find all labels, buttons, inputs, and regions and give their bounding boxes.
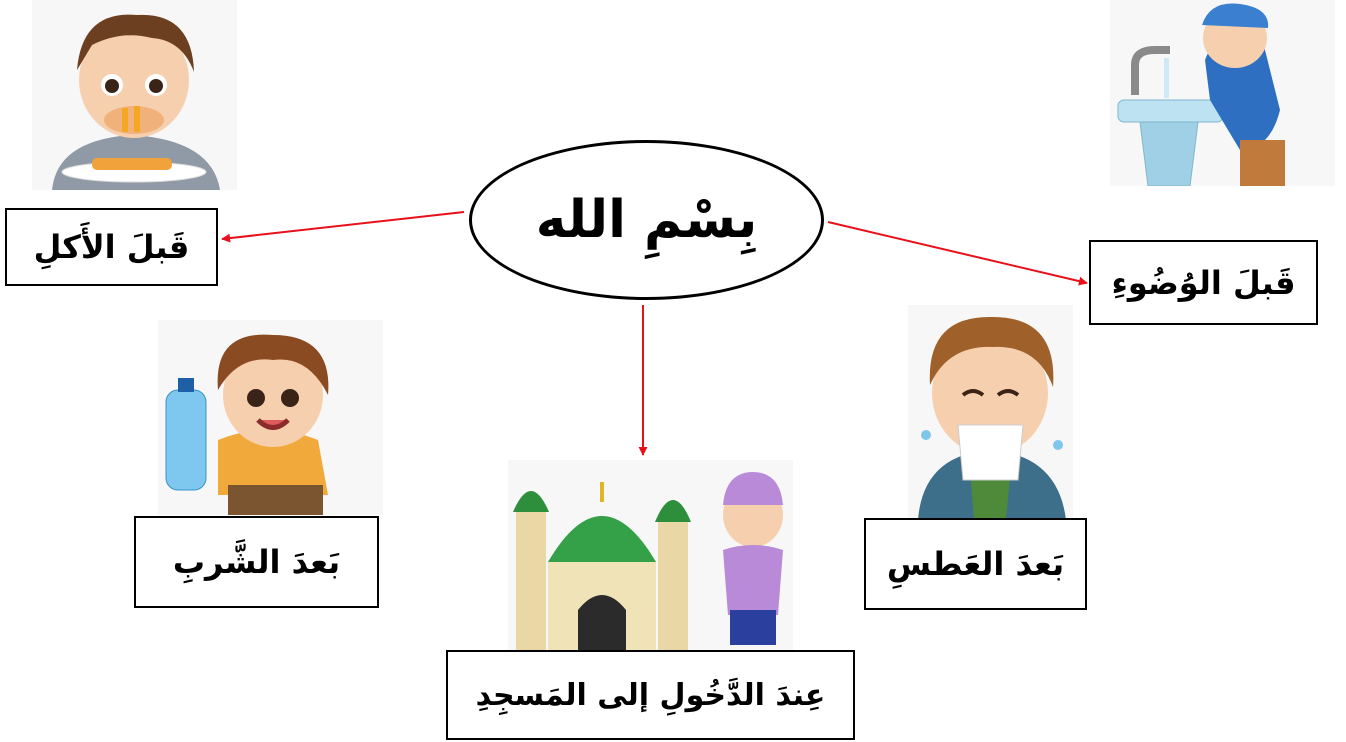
boy-drinking-image <box>158 320 383 515</box>
label-entering-mosque-text: عِندَ الدَّخُولِ إلى المَسجِدِ <box>475 677 826 713</box>
label-before-eating <box>5 208 218 286</box>
boy-sneezing-image <box>908 305 1073 520</box>
label-before-wudu <box>1089 240 1318 325</box>
label-after-drinking <box>134 516 379 608</box>
label-after-sneezing <box>864 518 1087 610</box>
label-entering-mosque <box>446 650 855 740</box>
boy-wudu-image <box>1110 0 1335 186</box>
label-after-drinking-text: بَعدَ الشَّربِ <box>172 543 341 581</box>
label-before-wudu-text: قَبلَ الوُضُوءِ <box>1111 263 1296 302</box>
label-after-sneezing-text: بَعدَ العَطسِ <box>886 545 1065 583</box>
arrow-to-before-eating <box>222 212 464 239</box>
mosque-image <box>508 460 793 650</box>
label-before-eating-text: قَبلَ الأَكلِ <box>33 228 190 266</box>
boy-eating-image <box>32 0 237 190</box>
center-bismillah <box>469 140 824 300</box>
center-label: بِسْمِ الله <box>535 190 758 250</box>
arrow-to-before-wudu <box>828 222 1087 283</box>
